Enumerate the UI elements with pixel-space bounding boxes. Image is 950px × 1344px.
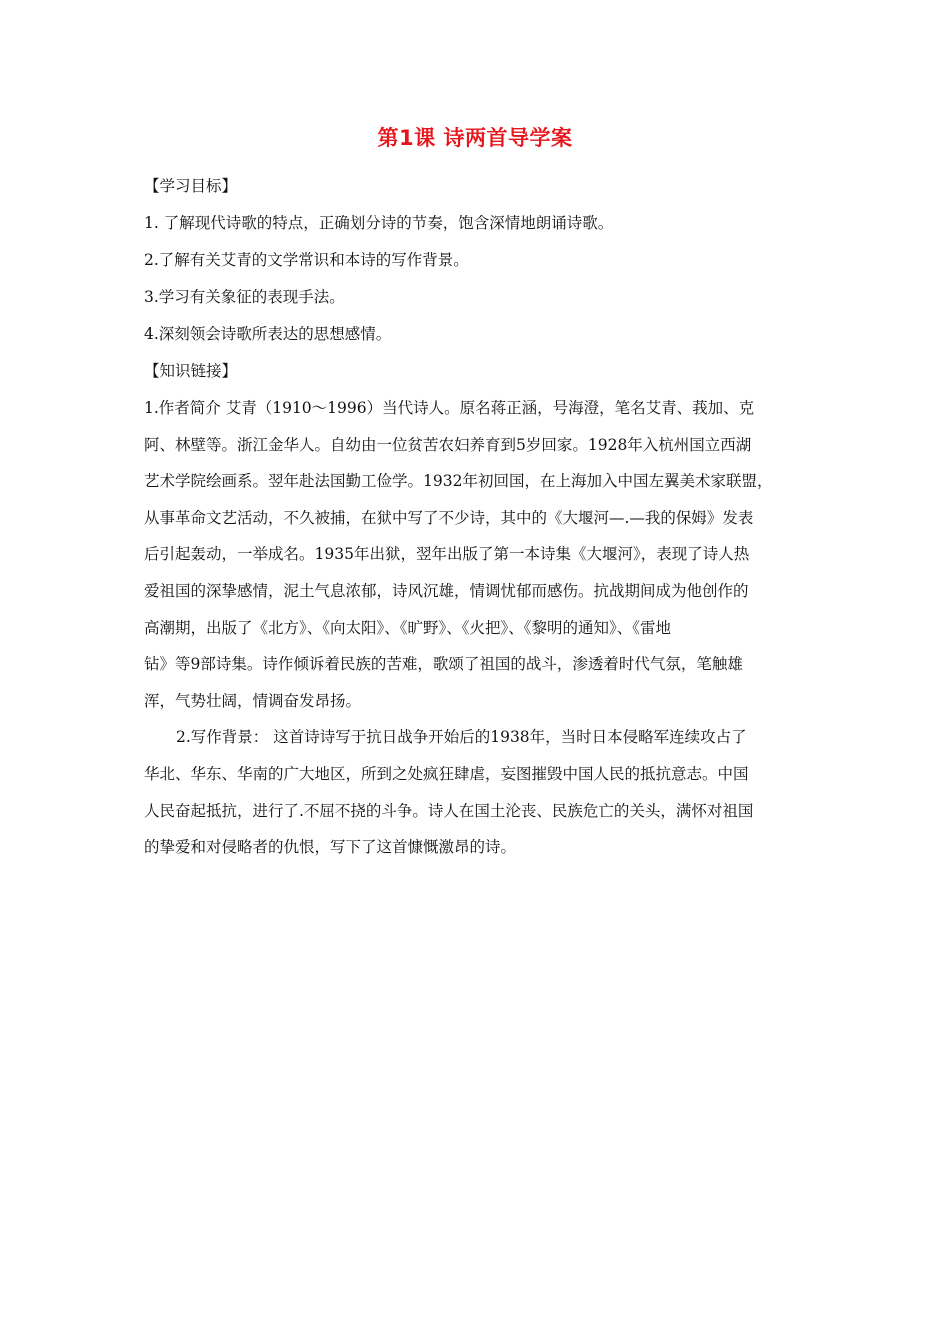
- author-intro-line: 后引起轰动，一举成名。1935年出狱，翌年出版了第一本诗集《大堰河》，表现了诗人热: [144, 545, 750, 564]
- goal-item-1: 1. 了解现代诗歌的特点，正确划分诗的节奏，饱含深情地朗诵诗歌。: [144, 214, 614, 232]
- author-intro-line: 钻》等9部诗集。诗作倾诉着民族的苦难，歌颂了祖国的战斗，渗透着时代气氛，笔触雄: [144, 655, 743, 674]
- page-title: 第1课 诗两首导学案: [377, 126, 573, 150]
- section-heading-goals: 【学习目标】: [144, 177, 238, 195]
- author-intro-line: 高潮期，出版了《北方》、《向太阳》、《旷野》、《火把》、《黎明的通知》、《雷地: [144, 618, 672, 637]
- background-paragraph: [144, 726, 816, 859]
- author-intro-line: 爱祖国的深挚感情，泥土气息浓郁，诗风沉雄，情调忧郁而感伤。抗战期间成为他创作的: [144, 581, 749, 600]
- section-heading-knowledge: 【知识链接】: [144, 362, 238, 380]
- author-intro-line: 浑，气势壮阔，情调奋发昂扬。: [144, 691, 362, 710]
- document-body: [144, 175, 816, 873]
- goal-item-2: 2.了解有关艾青的文学常识和本诗的写作背景。: [144, 251, 469, 269]
- background-line: 2.写作背景： 这首诗诗写于抗日战争开始后的1938年，当时日本侵略军连续攻占了: [176, 728, 747, 747]
- author-intro-line: 艺术学院绘画系。翌年赴法国勤工俭学。1932年初回国，在上海加入中国左翼美术家联盟，: [144, 472, 773, 491]
- author-intro-line: 阿、林壁等。浙江金华人。自幼由一位贫苦农妇养育到5岁回家。1928年入杭州国立西湖: [144, 435, 752, 454]
- background-line: 人民奋起抵抗，进行了.不屈不挠的斗争。诗人在国土沦丧、民族危亡的关头，满怀对祖国: [144, 801, 754, 820]
- author-intro-line: 从事革命文艺活动，不久被捕，在狱中写了不少诗，其中的《大堰河—.—我的保姆》发表: [144, 508, 754, 527]
- author-intro-line: 1.作者简介 艾青（1910～1996）当代诗人。原名蒋正涵，号海澄，笔名艾青、莪加、克: [144, 399, 755, 417]
- background-line: 华北、华东、华南的广大地区，所到之处疯狂肆虐，妄图摧毁中国人民的抵抗意志。中国: [144, 764, 749, 783]
- author-intro-paragraph: [144, 397, 816, 713]
- background-line: 的挚爱和对侵略者的仇恨，写下了这首慷慨激昂的诗。: [144, 838, 517, 857]
- goal-item-4: 4.深刻领会诗歌所表达的思想感情。: [144, 325, 392, 343]
- goal-item-3: 3.学习有关象征的表现手法。: [144, 288, 345, 306]
